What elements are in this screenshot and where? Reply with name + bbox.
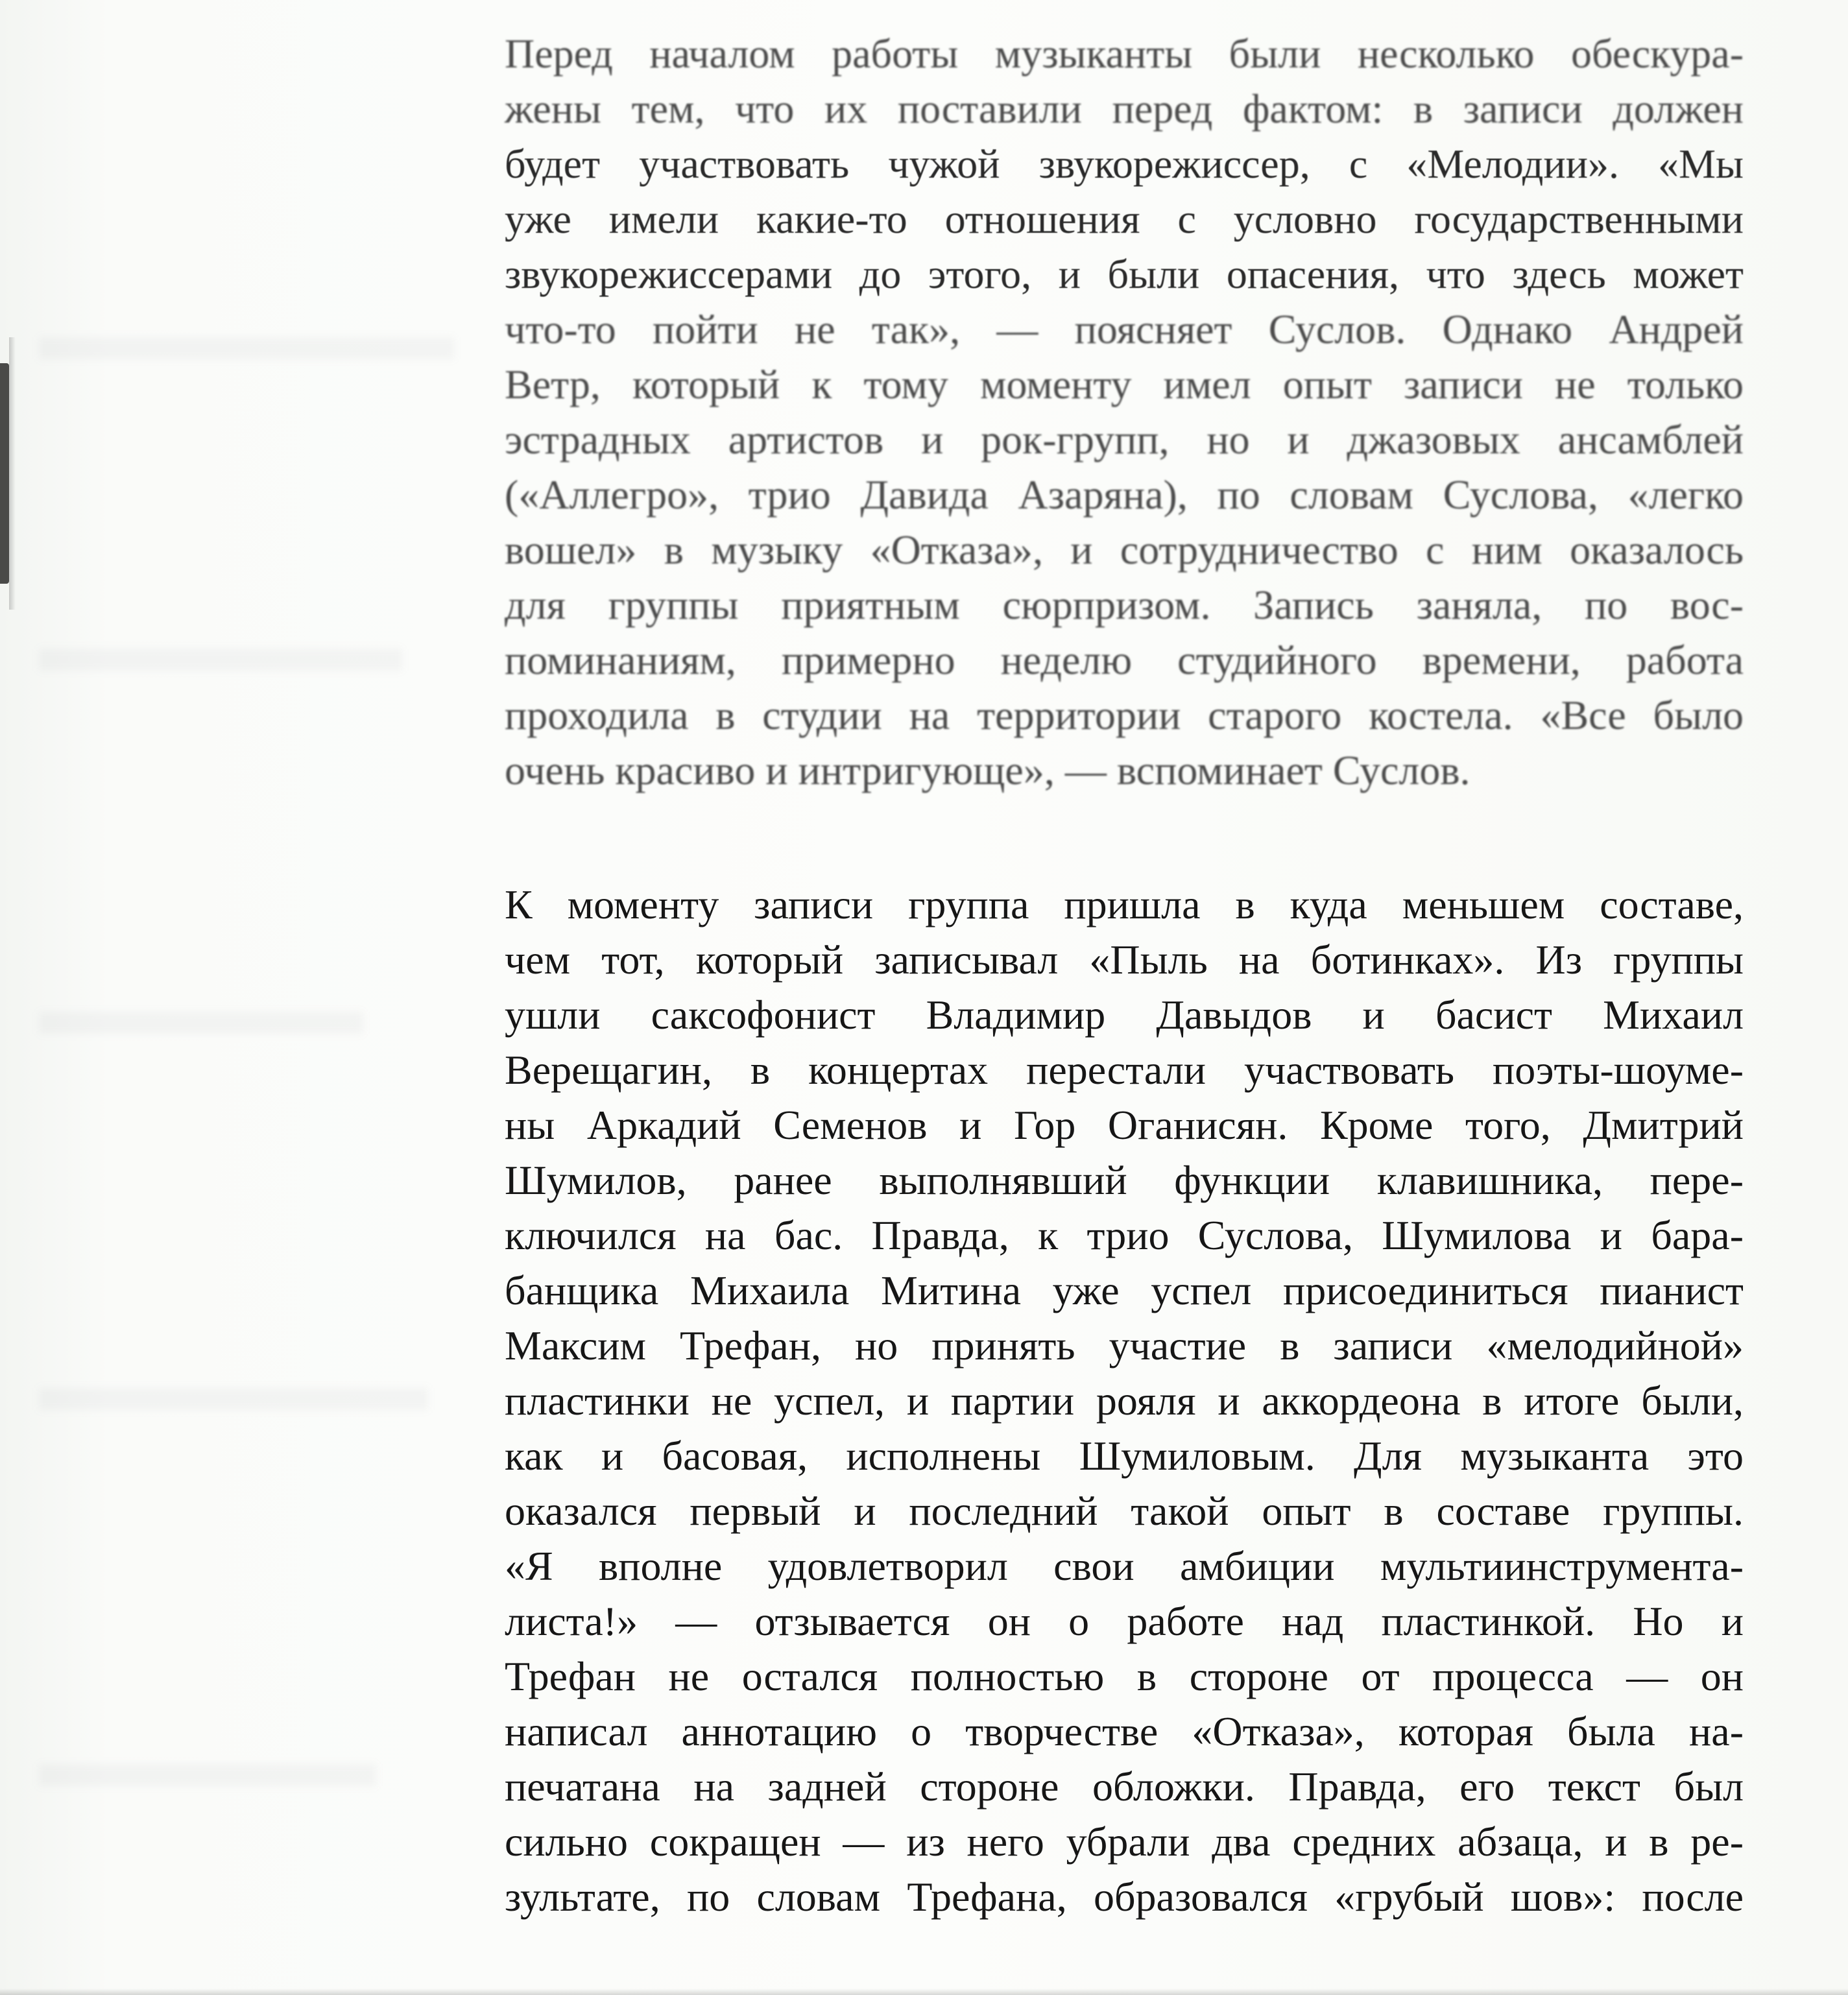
paragraph-line: чем тот, который записывал «Пыль на ботинках». Из группы: [505, 937, 1744, 983]
paragraph-line: ушли саксофонист Владимир Давыдов и басист Михаил: [505, 992, 1744, 1038]
paragraph-line: как и басовая, исполнены Шумиловым. Для музыканта это: [505, 1433, 1744, 1479]
paragraph-line: Ветр, который к тому моменту имел опыт записи не только: [505, 361, 1744, 407]
paragraph-line: проходила в студии на территории старого костела. «Все было: [505, 692, 1744, 738]
paragraph-line: написал аннотацию о творчестве «Отказа», которая была на-: [505, 1708, 1744, 1754]
show-through-text: [39, 649, 402, 671]
show-through-text: [39, 337, 454, 359]
paragraph-line: Шумилов, ранее выполнявший функции клавишника, пере-: [505, 1157, 1744, 1203]
paragraph-line: сильно сокращен — из него убрали два средних абзаца, и в ре-: [505, 1819, 1744, 1865]
paragraph-line: эстрадных артистов и рок-групп, но и джазовых ансамблей: [505, 416, 1744, 462]
binding-shadow: [9, 337, 16, 610]
show-through-text: [39, 1764, 376, 1786]
paragraph-line: Максим Трефан, но принять участие в записи «мелодийной»: [505, 1322, 1744, 1368]
paragraph-line: ключился на бас. Правда, к трио Суслова, Шумилова и бара-: [505, 1212, 1744, 1258]
paragraph-line: К моменту записи группа пришла в куда меньшем составе,: [505, 881, 1744, 927]
paragraph-line: оказался первый и последний такой опыт в составе группы.: [505, 1488, 1744, 1534]
paragraph-line: зультате, по словам Трефана, образовался «грубый шов»: после: [505, 1874, 1744, 1920]
paragraph-line: будет участвовать чужой звукорежиссер, с «Мелодии». «Мы: [505, 141, 1744, 187]
paragraph-line: очень красиво и интригующе», — вспоминает Суслов.: [505, 747, 1470, 793]
paragraph-line: печатана на задней стороне обложки. Правда, его текст был: [505, 1763, 1744, 1810]
paragraph-line: банщика Михаила Митина уже успел присоединиться пианист: [505, 1267, 1744, 1313]
paragraph-line: Перед началом работы музыканты были несколько обескура-: [505, 30, 1744, 77]
paragraph-line: («Аллегро», трио Давида Азаряна), по словам Суслова, «легко: [505, 472, 1744, 518]
paragraph-line: звукорежиссерами до этого, и были опасения, что здесь может: [505, 251, 1744, 297]
paragraph-1: [505, 26, 1744, 798]
paragraph-2: [505, 877, 1744, 1924]
paragraph-line: что-то пойти не так», — поясняет Суслов. Однако Андрей: [505, 306, 1744, 352]
paragraph-line: вошел» в музыку «Отказа», и сотрудничество с ним оказалось: [505, 527, 1744, 573]
paragraph-line: Верещагин, в концертах перестали участвовать поэты-шоуме-: [505, 1047, 1744, 1093]
binding-edge: [0, 363, 9, 584]
paragraph-line: ны Аркадий Семенов и Гор Оганисян. Кроме того, Дмитрий: [505, 1102, 1744, 1148]
text-column: [505, 26, 1744, 1924]
paragraph-line: «Я вполне удовлетворил свои амбиции мультиинструмента-: [505, 1543, 1744, 1589]
page-bottom-edge: [0, 1989, 1848, 1995]
paragraph-line: Трефан не остался полностью в стороне от процесса — он: [505, 1653, 1744, 1699]
paragraph-line: поминаниям, примерно неделю студийного времени, работа: [505, 637, 1744, 683]
paragraph-gap: [505, 798, 1744, 877]
paragraph-line: жены тем, что их поставили перед фактом: в записи должен: [505, 86, 1744, 132]
show-through-text: [39, 1012, 363, 1034]
paragraph-line: листа!» — отзывается он о работе над пластинкой. Но и: [505, 1598, 1744, 1644]
paragraph-line: для группы приятным сюрпризом. Запись заняла, по вос-: [505, 582, 1744, 628]
paragraph-line: уже имели какие-то отношения с условно государственными: [505, 196, 1744, 242]
paragraph-line: пластинки не успел, и партии рояля и аккордеона в итоге были,: [505, 1378, 1744, 1424]
show-through-text: [39, 1388, 428, 1410]
